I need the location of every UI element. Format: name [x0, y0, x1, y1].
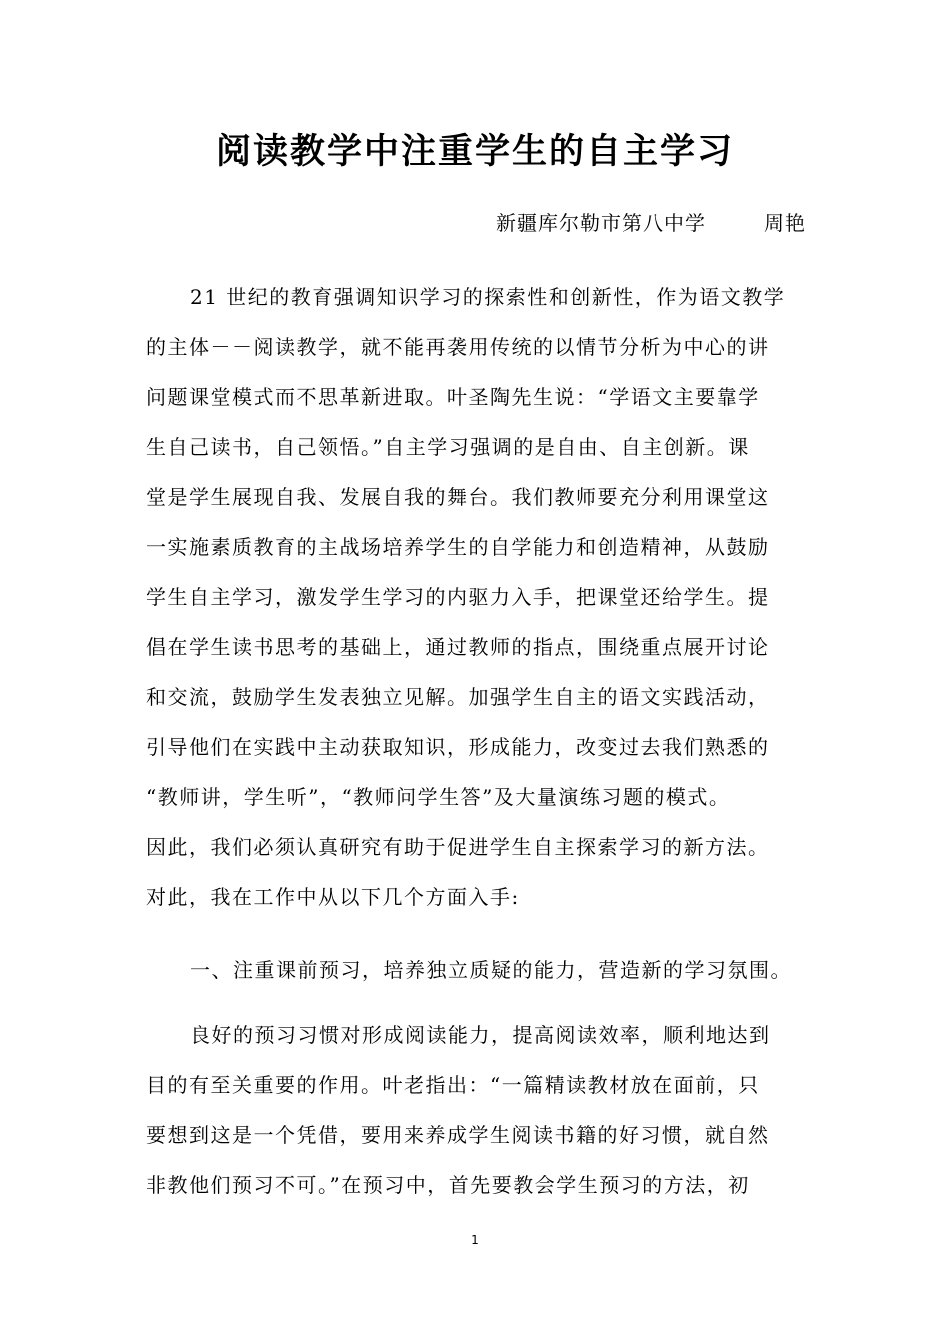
section-heading-text: 一、注重课前预习，培养独立质疑的能力，营造新的学习氛围。: [190, 958, 792, 982]
paragraph-line: 的主体－－阅读教学，就不能再袭用传统的以情节分析为中心的讲: [146, 335, 770, 359]
paragraph-line: 非教他们预习不可。”在预习中，首先要教会学生预习的方法，初: [146, 1173, 750, 1197]
section-heading-1: [146, 945, 806, 995]
paragraph-line: 生自己读书，自己领悟。”自主学习强调的是自由、自主创新。课: [146, 435, 750, 459]
paragraph-line: 倡在学生读书思考的基础上，通过教师的指点，围绕重点展开讨论: [146, 635, 770, 659]
paragraph-line: 目的有至关重要的作用。叶老指出：“一篇精读教材放在面前，只: [146, 1073, 760, 1097]
paragraph-line: 良好的预习习惯对形成阅读能力，提高阅读效率，顺利地达到: [190, 1023, 771, 1047]
paragraph-line: 要想到这是一个凭借，要用来养成学生阅读书籍的好习惯，就自然: [146, 1123, 770, 1147]
paragraph-line: 21 世纪的教育强调知识学习的探索性和创新性，作为语文教学: [190, 285, 786, 309]
paragraph-line: 问题课堂模式而不思革新进取。叶圣陶先生说：“学语文主要靠学: [146, 385, 760, 409]
author-line: [496, 208, 806, 238]
paragraph-1: [146, 272, 806, 922]
paragraph-line: 一实施素质教育的主战场培养学生的自学能力和创造精神，从鼓励: [146, 535, 770, 559]
paragraph-line: 引导他们在实践中主动获取知识，形成能力，改变过去我们熟悉的: [146, 735, 770, 759]
author-name: 周艳: [764, 211, 806, 235]
page-number: 1: [471, 1233, 479, 1247]
author-school: 新疆库尔勒市第八中学: [496, 211, 706, 235]
paragraph-2: [146, 1010, 806, 1210]
paragraph-line: 堂是学生展现自我、发展自我的舞台。我们教师要充分利用课堂这: [146, 485, 770, 509]
paragraph-line: “教师讲，学生听”，“教师问学生答”及大量演练习题的模式。: [146, 785, 731, 809]
paragraph-line: 和交流，鼓励学生发表独立见解。加强学生自主的语文实践活动，: [146, 685, 770, 709]
document-title: 阅读教学中注重学生的自主学习: [215, 132, 734, 172]
paragraph-line: 因此，我们必须认真研究有助于促进学生自主探索学习的新方法。: [146, 835, 770, 859]
paragraph-line: 对此，我在工作中从以下几个方面入手:: [146, 885, 520, 909]
paragraph-line: 学生自主学习，激发学生学习的内驱力入手，把课堂还给学生。提: [146, 585, 770, 609]
